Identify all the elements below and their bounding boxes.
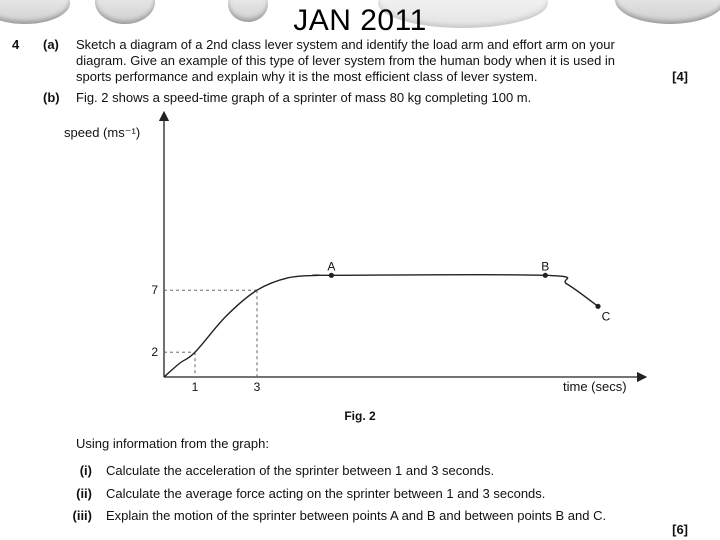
part-b-text: Fig. 2 shows a speed-time graph of a sprinter of mass 80 kg completing 100 m. — [76, 90, 532, 105]
subquestion-text: Calculate the average force acting on the sprinter between 1 and 3 seconds. — [106, 486, 546, 501]
point-marker-b — [543, 273, 548, 278]
point-label-a: A — [327, 259, 336, 274]
subquestion-label: (ii) — [76, 486, 92, 501]
subquestion-text: Explain the motion of the sprinter between points A and B and between points B and C. — [106, 508, 607, 523]
final-marks: [6] — [672, 522, 688, 537]
point-label-c: C — [601, 309, 611, 324]
x-tick-label: 1 — [191, 380, 199, 394]
instruction-text: Using information from the graph: — [76, 436, 269, 451]
part-a-line: sports performance and explain why it is the most efficient class of lever system. — [76, 69, 538, 84]
figure-caption: Fig. 2 — [344, 409, 376, 423]
subquestion-text: Calculate the acceleration of the sprinter between 1 and 3 seconds. — [106, 463, 495, 478]
x-axis-label: time (secs) — [563, 379, 627, 394]
point-marker-c — [595, 304, 600, 309]
subquestion-label: (i) — [79, 463, 92, 478]
part-a-marks: [4] — [672, 69, 688, 84]
part-a-line: Sketch a diagram of a 2nd class lever system and identify the load arm and effort arm on your — [76, 37, 615, 52]
part-a-text — [76, 37, 690, 85]
part-a-line: diagram. Give an example of this type of lever system from the human body when it is used in — [76, 53, 616, 68]
point-label-b: B — [541, 259, 550, 274]
part-b-label: (b) — [43, 90, 60, 105]
part-a-label: (a) — [43, 37, 59, 52]
x-tick-label: 3 — [253, 380, 261, 394]
y-tick-label: 7 — [151, 283, 158, 298]
subquestion-label: (iii) — [72, 508, 92, 523]
question-number: 4 — [12, 37, 20, 52]
speed-time-graph — [0, 110, 720, 410]
point-marker-a — [329, 273, 334, 278]
y-tick-label: 2 — [151, 345, 158, 360]
speed-curve — [164, 275, 598, 377]
y-axis-label: speed (ms⁻¹) — [64, 125, 141, 140]
slide-title: JAN 2011 — [293, 4, 427, 37]
